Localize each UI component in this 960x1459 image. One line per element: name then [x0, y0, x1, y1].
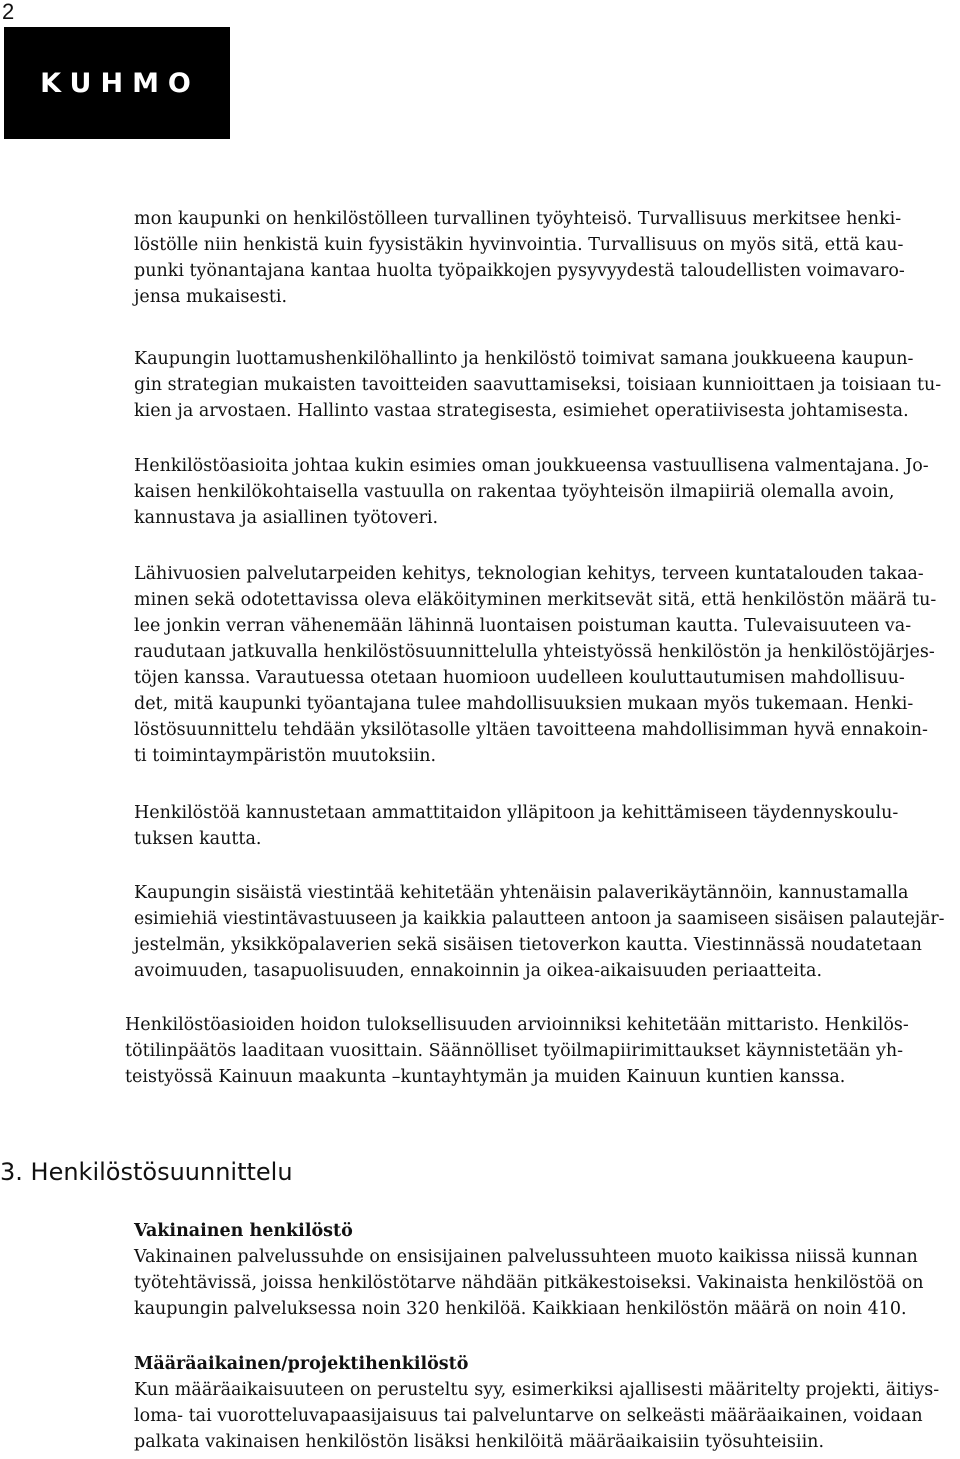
- text-line: tötilinpäätös laaditaan vuosittain. Säännölliset työilmapiirimittaukset käynnistetään yh-: [125, 1041, 904, 1061]
- text-line: kaupungin palveluksessa noin 320 henkilöä. Kaikkiaan henkilöstön määrä on noin 410.: [134, 1299, 907, 1319]
- text-line: kannustava ja asiallinen työtoveri.: [134, 508, 439, 528]
- section-heading: 3. Henkilöstösuunnittelu: [0, 1158, 293, 1186]
- paragraph-management: [134, 346, 954, 424]
- subsection-title: Vakinainen henkilöstö: [134, 1221, 353, 1241]
- subsection-temporary-staff: [134, 1351, 954, 1455]
- text-line: kien ja arvostaen. Hallinto vastaa strategisesta, esimiehet operatiivisesta johtamisesta.: [134, 401, 909, 421]
- text-line: töjen kanssa. Varautuessa otetaan huomioon uudelleen kouluttautumisen mahdollisuu-: [134, 668, 905, 688]
- text-line: Vakinainen palvelussuhde on ensisijainen palvelussuhteen muoto kaikissa niissä kunnan: [134, 1247, 918, 1267]
- text-line: mon kaupunki on henkilöstölleen turvallinen työyhteisö. Turvallisuus merkitsee henki-: [134, 209, 902, 229]
- text-line: Kaupungin sisäistä viestintää kehitetään yhtenäisin palaverikäytännöin, kannustamalla: [134, 883, 909, 903]
- text-line: jensa mukaisesti.: [134, 287, 288, 307]
- text-line: palkata vakinaisen henkilöstön lisäksi henkilöitä määräaikaisiin työsuhteisiin.: [134, 1432, 825, 1452]
- text-line: Henkilöstöasioita johtaa kukin esimies oman joukkueensa vastuullisena valmentajana. Jo-: [134, 456, 929, 476]
- text-line: esimiehiä viestintävastuuseen ja kaikkia palautteen antoon ja saamiseen sisäisen palautejär-: [134, 909, 945, 929]
- paragraph-metrics: [125, 1012, 945, 1090]
- text-line: minen sekä odotettavissa oleva eläköityminen merkitsevät sitä, että henkilöstön määrä tu-: [134, 590, 937, 610]
- text-line: löstösuunnittelu tehdään yksilötasolle yltäen tavoitteena mahdollisimman hyvä ennakoin-: [134, 720, 928, 740]
- text-line: gin strategian mukaisten tavoitteiden saavuttamiseksi, toisiaan kunnioittaen ja toisiaan tu-: [134, 375, 942, 395]
- subsection-title: Määräaikainen/projektihenkilöstö: [134, 1354, 469, 1374]
- kuhmo-logo: [4, 27, 230, 139]
- text-line: jestelmän, yksikköpalaverien sekä sisäisen tietoverkon kautta. Viestinnässä noudatetaan: [134, 935, 922, 955]
- text-line: avoimuuden, tasapuolisuuden, ennakoinnin ja oikea-aikaisuuden periaatteita.: [134, 961, 823, 981]
- text-line: punki työnantajana kantaa huolta työpaikkojen pysyvyydestä taloudellisten voimavaro-: [134, 261, 905, 281]
- text-line: Henkilöstöasioiden hoidon tuloksellisuuden arvioinniksi kehitetään mittaristo. Henkilös-: [125, 1015, 909, 1035]
- text-line: tuksen kautta.: [134, 829, 262, 849]
- paragraph-communication: [134, 880, 954, 984]
- text-line: Henkilöstöä kannustetaan ammattitaidon ylläpitoon ja kehittämiseen täydennyskoulu-: [134, 803, 899, 823]
- text-line: työtehtävissä, joissa henkilöstötarve nähdään pitkäkestoiseksi. Vakinaista henkilöstöä on: [134, 1273, 924, 1293]
- text-line: Kaupungin luottamushenkilöhallinto ja henkilöstö toimivat samana joukkueena kaupun-: [134, 349, 914, 369]
- text-line: loma- tai vuorotteluvapaasijaisuus tai palveluntarve on selkeästi määräaikainen, voidaan: [134, 1406, 923, 1426]
- paragraph-safety: [134, 206, 954, 310]
- text-line: teistyössä Kainuun maakunta –kuntayhtymän ja muiden Kainuun kuntien kanssa.: [125, 1067, 846, 1087]
- logo-text: KUHMO: [40, 67, 200, 99]
- text-line: ti toimintaympäristön muutoksiin.: [134, 746, 437, 766]
- text-line: Lähivuosien palvelutarpeiden kehitys, teknologian kehitys, terveen kuntatalouden takaa-: [134, 564, 924, 584]
- text-line: Kun määräaikaisuuteen on perusteltu syy, esimerkiksi ajallisesti määritelty projekti, äitiys-: [134, 1380, 940, 1400]
- subsection-permanent-staff: [134, 1218, 954, 1322]
- text-line: lee jonkin verran vähenemään lähinnä luontaisen poistuman kautta. Tulevaisuuteen va-: [134, 616, 912, 636]
- page-number: 2: [2, 0, 15, 24]
- text-line: löstölle niin henkistä kuin fyysistäkin hyvinvointia. Turvallisuus on myös sitä, että kau-: [134, 235, 904, 255]
- text-line: kaisen henkilökohtaisella vastuulla on rakentaa työyhteisön ilmapiiriä olemalla avoin,: [134, 482, 895, 502]
- text-line: det, mitä kaupunki työantajana tulee mahdollisuuksien mukaan myös tukemaan. Henki-: [134, 694, 914, 714]
- paragraph-training: [134, 800, 954, 852]
- text-line: raudutaan jatkuvalla henkilöstösuunnittelulla yhteistyössä henkilöstön ja henkilöstöjärjes-: [134, 642, 935, 662]
- paragraph-supervisors: [134, 453, 954, 531]
- paragraph-future: [134, 561, 954, 769]
